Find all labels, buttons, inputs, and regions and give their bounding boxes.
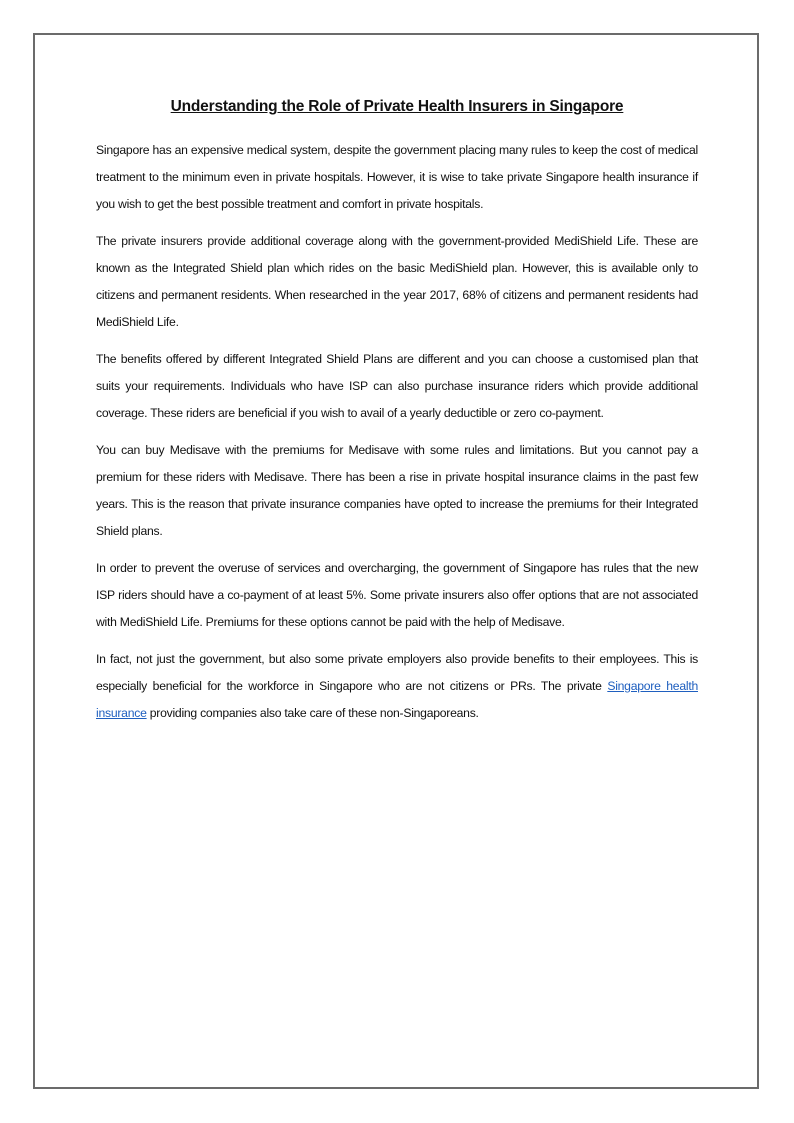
document-title: Understanding the Role of Private Health Insurers in Singapore (170, 98, 624, 115)
document-body (96, 137, 698, 737)
paragraph: In order to prevent the overuse of services and overcharging, the government of Singapore has rules that the new ISP riders should have a co-payment of at least 5%. Some private insurers also offer options that are not associated with MediShield Life. Premiums for these options cannot be paid with the help of Medisave. (96, 561, 698, 629)
paragraph: Singapore has an expensive medical system, despite the government placing many rules to keep the cost of medical treatment to the minimum even in private hospitals. However, it is wise to take private Singapore health insurance if you wish to get the best possible treatment and comfort in private hospitals. (96, 143, 698, 211)
paragraph: The benefits offered by different Integrated Shield Plans are different and you can choose a customised plan that suits your requirements. Individuals who have ISP can also purchase insurance riders which provide additional coverage. These riders are beneficial if you wish to avail of a yearly deductible or zero co-payment. (96, 352, 698, 420)
paragraph-text: In fact, not just the government, but also some private employers also provide benefits to their employees. This is especially beneficial for the workforce in Singapore who are not citizens or PRs. The private (96, 652, 698, 693)
paragraph-text: providing companies also take care of these non-Singaporeans. (146, 706, 479, 720)
paragraph (96, 646, 698, 727)
paragraph: The private insurers provide additional coverage along with the government-provided MediShield Life. These are known as the Integrated Shield plan which rides on the basic MediShield plan. However, this is available only to citizens and permanent residents. When researched in the year 2017, 68% of citizens and permanent residents had MediShield Life. (96, 234, 698, 329)
paragraph: You can buy Medisave with the premiums for Medisave with some rules and limitations. But you cannot pay a premium for these riders with Medisave. There has been a rise in private hospital insurance claims in the past few years. This is the reason that private insurance companies have opted to increase the premiums for their Integrated Shield plans. (96, 443, 698, 538)
singapore-health-insurance-link[interactable]: Singapore health insurance (96, 679, 698, 720)
